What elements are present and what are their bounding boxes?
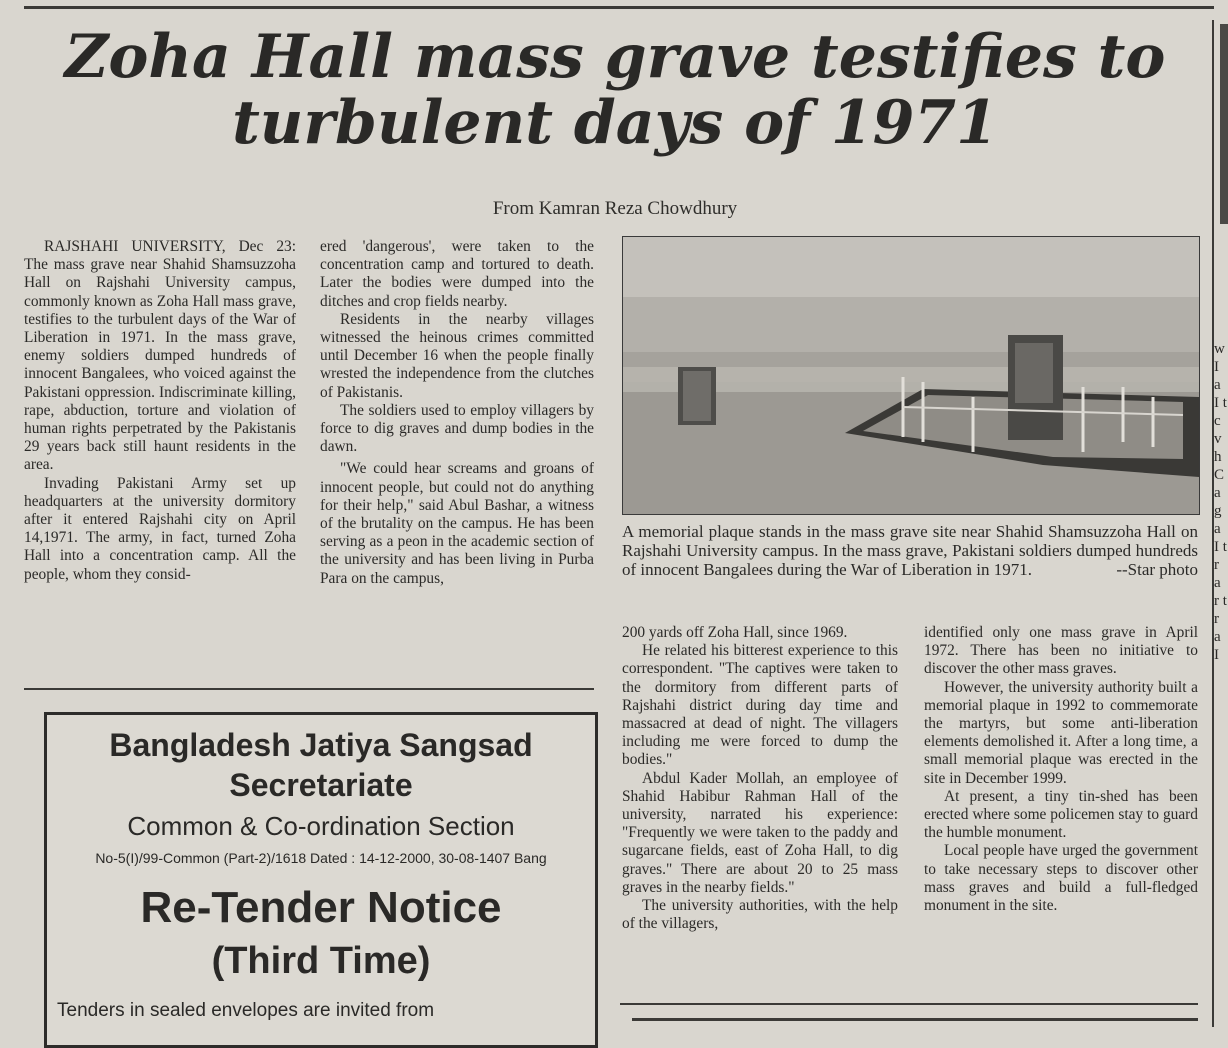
caption-text: A memorial plaque stands in the mass grave site near Shahid Shamsuzzoha Hall on Rajshahi University campus. In the mass grave, Pakistani soldiers dumped hundreds of innocent Bangalees during the War of Liberation in 1971. [622, 522, 1198, 579]
article-column-4 [924, 624, 1198, 915]
paragraph: identified only one mass grave in April 1972. There has been no initiative to discover the other mass graves. [924, 624, 1198, 678]
article-headline [20, 24, 1210, 156]
top-rule [24, 6, 1214, 9]
adjacent-column-fragment: w I a I t c v h C a g a I t r a r t r a I [1214, 341, 1227, 663]
paragraph: However, the university authority built a memorial plaque in 1992 to commemorate the martyrs, but some anti-liberation elements demolished it. After a long time, a small memorial plaque was erected in the site in December 1999. [924, 678, 1198, 787]
right-bottom-rule [620, 1003, 1198, 1005]
notice-reference: No-5(I)/99-Common (Part-2)/1618 Dated : 14-12-2000, 30-08-1407 Bang [95, 850, 547, 866]
article-column-2 [320, 238, 594, 588]
paragraph: 200 yards off Zoha Hall, since 1969. [622, 624, 848, 641]
paragraph: Abdul Kader Mollah, an employee of Shahid Habibur Rahman Hall of the university, narrated his experience: "Frequently we were taken to the paddy and sugarcane fields, east of Zoha Hall, to dig graves." There are about 20 to 25 mass graves in the nearby fields." [622, 769, 898, 896]
article-column-3 [622, 624, 898, 933]
next-box-top [632, 1018, 1198, 1021]
memorial-photo-image [623, 237, 1199, 514]
paragraph: The soldiers used to employ villagers by force to dig graves and dump bodies in the dawn. [320, 401, 594, 456]
notice-org-name: Bangladesh Jatiya Sangsad [109, 727, 533, 763]
photo-credit: --Star photo [1116, 560, 1198, 579]
tender-notice [44, 712, 598, 1048]
edge-box [1220, 24, 1228, 224]
paragraph: At present, a tiny tin-shed has been erected where some policemen stay to guard the humble monument. [924, 787, 1198, 842]
headline-line-2: turbulent days of 1971 [232, 88, 998, 158]
paragraph: Local people have urged the government to take necessary steps to discover other mass graves and build a full-fledged monument in the site. [924, 842, 1198, 915]
paragraph: RAJSHAHI UNIVERSITY, Dec 23: The mass grave near Shahid Shamsuzzoha Hall on Rajshahi University campus, commonly known as Zoha Hall mass grave, testifies to the turbulent days of the War of Liberation in 1971. In the mass grave, enemy soldiers dumped hundreds of innocent Bangalees, who voiced against the Pakistani oppression. Indiscriminate killing, rape, abduction, torture and violation of human rights perpetrated by the Pakistanis 29 years back still haunt residents in the area. [24, 238, 296, 474]
paragraph: ered 'dangerous', were taken to the concentration camp and tortured to death. Later the bodies were dumped into the ditches and crop fields nearby. [320, 238, 594, 310]
paragraph: The university authorities, with the help of the villagers, [622, 897, 898, 933]
headline-line-1: Zoha Hall mass grave testifies to [64, 22, 1166, 92]
notice-title: Re-Tender Notice [140, 883, 502, 932]
paragraph: Residents in the nearby villages witnessed the heinous crimes committed until December 16 when the people finally wrested the independence from the clutches of Pakistanis. [320, 310, 594, 401]
article-column-1 [24, 238, 296, 584]
left-section-rule [24, 688, 594, 690]
photo-caption [622, 522, 1198, 579]
notice-section: Common & Co-ordination Section [127, 811, 515, 841]
paragraph: Invading Pakistani Army set up headquarters at the university dormitory after it entered Rajshahi city on April 14,1971. The army, in fact, turned Zoha Hall into a concentration camp. All the people, whom they consid- [24, 474, 296, 583]
notice-org-subname: Secretariate [229, 767, 413, 803]
notice-subtitle: (Third Time) [211, 940, 431, 982]
byline: From Kamran Reza Chowdhury [492, 198, 738, 219]
memorial-photo [622, 236, 1200, 515]
paragraph: "We could hear screams and groans of innocent people, but could not do anything for their help," said Abul Bashar, a witness of the brutality on the campus. He has been serving as a peon in the academic section of the university and has been living in Purba Para on the campus, [320, 460, 594, 587]
notice-body: Tenders in sealed envelopes are invited from [57, 1000, 435, 1021]
paragraph: He related his bitterest experience to this correspondent. "The captives were taken to the dormitory from different parts of Rajshahi district during day time and massacred at dead of night. The villagers including me were forced to dump the bodies." [622, 642, 898, 769]
